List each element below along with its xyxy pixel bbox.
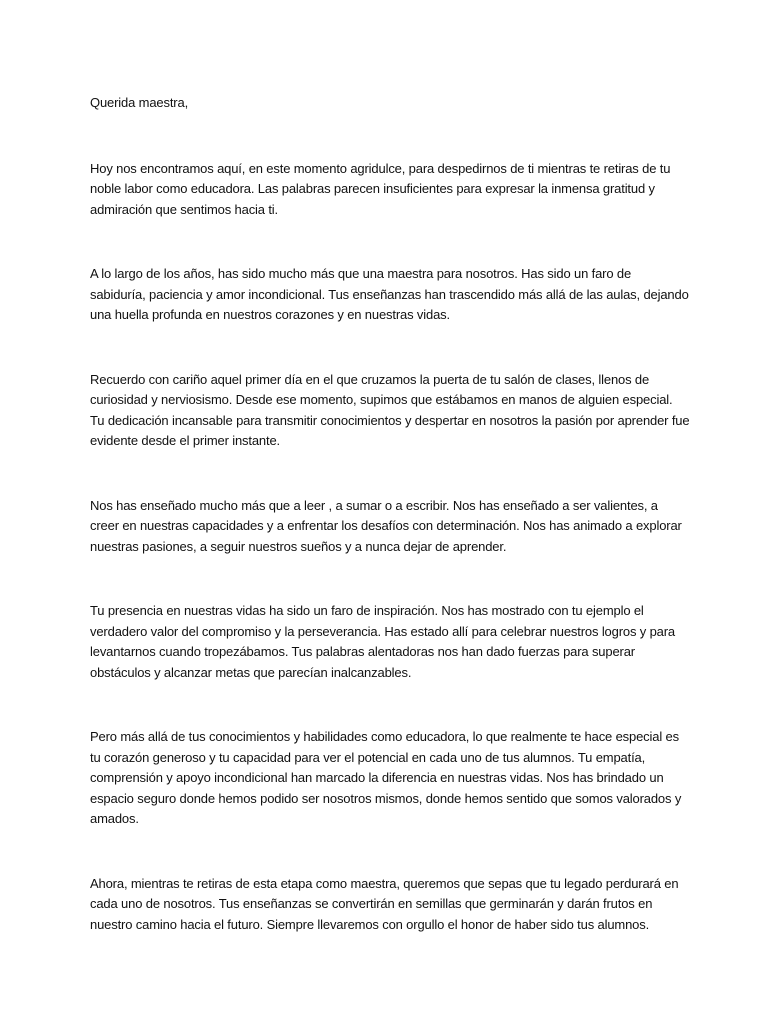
letter-paragraph: A lo largo de los años, has sido mucho más que una maestra para nosotros. Has sido un faro de sabiduría, paciencia y amor incondicional. Tus enseñanzas han trascendido más allá de las aulas, dejando una huella profunda en nuestros corazones y en nuestras vidas.	[90, 266, 689, 322]
letter-paragraph: Recuerdo con cariño aquel primer día en el que cruzamos la puerta de tu salón de clases, llenos de curiosidad y nerviosismo. Desde ese momento, supimos que estábamos en manos de alguien especial. Tu dedicación incansable para transmitir conocimientos y despertar en nosotros la pasión por aprender fue evidente desde el primer instante.	[90, 371, 690, 448]
letter-paragraph: Pero más allá de tus conocimientos y habilidades como educadora, lo que realmente te hace especial es tu corazón generoso y tu capacidad para ver el potencial en cada uno de tus alumnos. Tu empatía, comprensión y apoyo incondicional han marcado la diferencia en nuestras vidas. Nos has brindado un espacio seguro donde hemos podido ser nosotros mismos, donde hemos sentido que somos valorados y amados.	[90, 729, 682, 826]
letter-body	[90, 93, 690, 935]
letter-paragraph: Nos has enseñado mucho más que a leer , a sumar o a escribir. Nos has enseñado a ser valientes, a creer en nuestras capacidades y a enfrentar los desafíos con determinación. Nos has animado a explorar nuestras pasiones, a seguir nuestros sueños y a nunca dejar de aprender.	[90, 497, 682, 554]
letter-salutation: Querida maestra,	[90, 95, 189, 110]
letter-paragraph: Tu presencia en nuestras vidas ha sido un faro de inspiración. Nos has mostrado con tu ejemplo el verdadero valor del compromiso y la perseverancia. Has estado allí para celebrar nuestros logros y para levantarnos cuando tropezábamos. Tus palabras alentadoras nos han dado fuerzas para superar obstáculos y alcanzar metas que parecían inalcanzables.	[90, 603, 676, 680]
letter-paragraph: Ahora, mientras te retiras de esta etapa como maestra, queremos que sepas que tu legado perdurará en cada uno de nosotros. Tus enseñanzas se convertirán en semillas que germinarán y darán frutos en nuestro camino hacia el futuro. Siempre llevaremos con orgullo el honor de haber sido tus alumnos.	[90, 875, 679, 932]
letter-paragraph: Hoy nos encontramos aquí, en este momento agridulce, para despedirnos de ti mientras te retiras de tu noble labor como educadora. Las palabras parecen insuficientes para expresar la inmensa gratitud y admiración que sentimos hacia ti.	[90, 160, 671, 217]
